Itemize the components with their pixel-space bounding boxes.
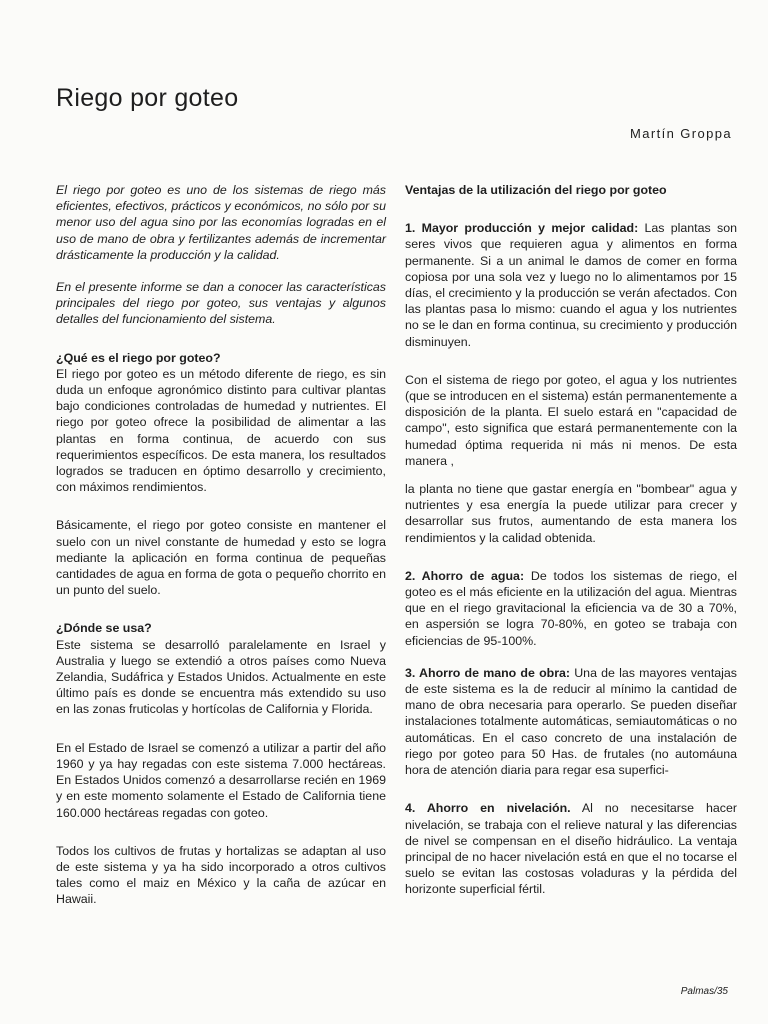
section-heading: ¿Qué es el riego por goteo? — [56, 350, 221, 365]
intro-paragraph: En el presente informe se dan a conocer las características principales del riego por goteo, sus ventajas y algunos detalles del funcionamiento del sistema. — [56, 280, 386, 327]
body-paragraph: Con el sistema de riego por goteo, el agua y los nutrientes (que se introducen en el sistema) están permanentemente a disposición de la planta. El suelo estará en "capacidad de campo", esto significa que estará permanentemente con la humedad óptima requerida ni más ni menos. De esta manera , — [405, 372, 737, 468]
page-footer: Palmas/35 — [680, 986, 728, 997]
author-name: Martín Groppa — [629, 126, 732, 141]
body-paragraph: Básicamente, el riego por goteo consiste en mantener el suelo con un nivel constante de humedad y esto se logra mediante la aplicación en forma continua de pequeñas cantidades de agua en forma de gota o pequeño chorrito en un punto del suelo. — [56, 518, 386, 598]
body-paragraph: Este sistema se desarrolló paralelamente en Israel y Australia y luego se extendió a otros países como Nueva Zelandia, Sudáfrica y Estados Unidos. Actualmente en este último país es donde se encuentra más extendido su uso en las zonas fruticolas y hortícolas de California y Florida. — [56, 637, 386, 717]
advantage-text: Las plantas son seres vivos que requieren agua y alimentos en forma permanente. Si a un animal le damos de comer en forma copiosa por una sola vez y luego no lo alimentamos por 15 días, el crecimiento y la producción se verán afectados. Con las plantas pasa lo mismo: cuando el agua y los nutrientes no se le dan en forma continua, su crecimiento y producción disminuyen. — [405, 221, 737, 349]
section-heading: ¿Dónde se usa? — [56, 621, 152, 636]
advantage-1 — [405, 220, 737, 350]
section-heading: Ventajas de la utilización del riego por goteo — [405, 183, 667, 197]
advantage-lead: 4. Ahorro en nivelación. — [405, 801, 571, 816]
body-paragraph: Todos los cultivos de frutas y hortalizas se adaptan al uso de este sistema y ya ha sido incorporado a otros cultivos tales como el maiz en México y la caña de azúcar en Hawaii. — [56, 843, 386, 907]
advantage-text: De todos los sistemas de riego, el goteo es el más eficiente en la utilización del agua. Mientras que en el riego gravitacional la eficiencia va de 30 a 70%, en aspersión se logra 70-80%, en goteo se trabaja con eficiencias de 95-100%. — [405, 568, 737, 648]
advantage-4 — [405, 800, 737, 897]
advantage-2 — [405, 568, 737, 649]
right-column — [405, 182, 737, 898]
body-paragraph: En el Estado de Israel se comenzó a utilizar a partir del año 1960 y ya hay regadas con este sistema 7.000 hectáreas. En Estados Unidos comenzó a desarrollarse recién en 1969 y en este momento solamente el Estado de California tiene 160.000 hectáreas regadas con goteo. — [56, 740, 386, 820]
advantage-lead: 3. Ahorro de mano de obra: — [405, 665, 571, 680]
advantage-lead: 2. Ahorro de agua: — [405, 568, 525, 583]
advantage-text: Una de las mayores ventajas de este sistema es la de reducir al mínimo la cantidad de mano de obra necesaria para operarlo. Se pueden diseñar instalaciones totalmente automáticas, semiautomáticas o no automáticas. En el caso concreto de una instalación de riego por goteo para 50 Has. de frutales (no automáuna hora de atención diaria para regar esa superfici- — [405, 665, 737, 778]
body-paragraph: la planta no tiene que gastar energía en "bombear" agua y nutrientes y esa energía la puede utilizar para crecer y desarrollar sus frutos, aumentando de esta manera los rendimientos y la calidad obtenida. — [405, 482, 737, 545]
article-title: Riego por goteo — [56, 84, 239, 112]
left-column — [56, 182, 386, 908]
body-paragraph: El riego por goteo es un método diferente de riego, es sin duda un enfoque agronómico distinto para cultivar plantas bajo condiciones controladas de humedad y nutrientes. El riego por goteo ofrece la posibilidad de alimentar a las plantas en forma continua, de acuerdo con sus requerimientos específicos. De esta manera, los resultados logrados se traducen en óptimo desarrollo y crecimiento, con máximos rendimientos. — [56, 366, 386, 495]
advantage-lead: 1. Mayor producción y mejor calidad: — [405, 221, 639, 236]
advantage-text: Al no necesitarse hacer nivelación, se trabaja con el relieve natural y las diferencias de nivel se compensan en el diseño hidráulico. La ventaja principal de no hacer nivelación está en que el no tocarse el suelo se evitan las costosas voladuras y la pérdida del horizonte superficial fértil. — [405, 801, 737, 897]
intro-paragraph: El riego por goteo es uno de los sistemas de riego más eficientes, efectivos, prácticos y económicos, no sólo por su menor uso del agua sino por las economías logradas en el uso de mano de obra y fertilizantes además de incrementar drásticamente la producción y la calidad. — [56, 183, 386, 262]
advantage-3 — [405, 665, 737, 778]
